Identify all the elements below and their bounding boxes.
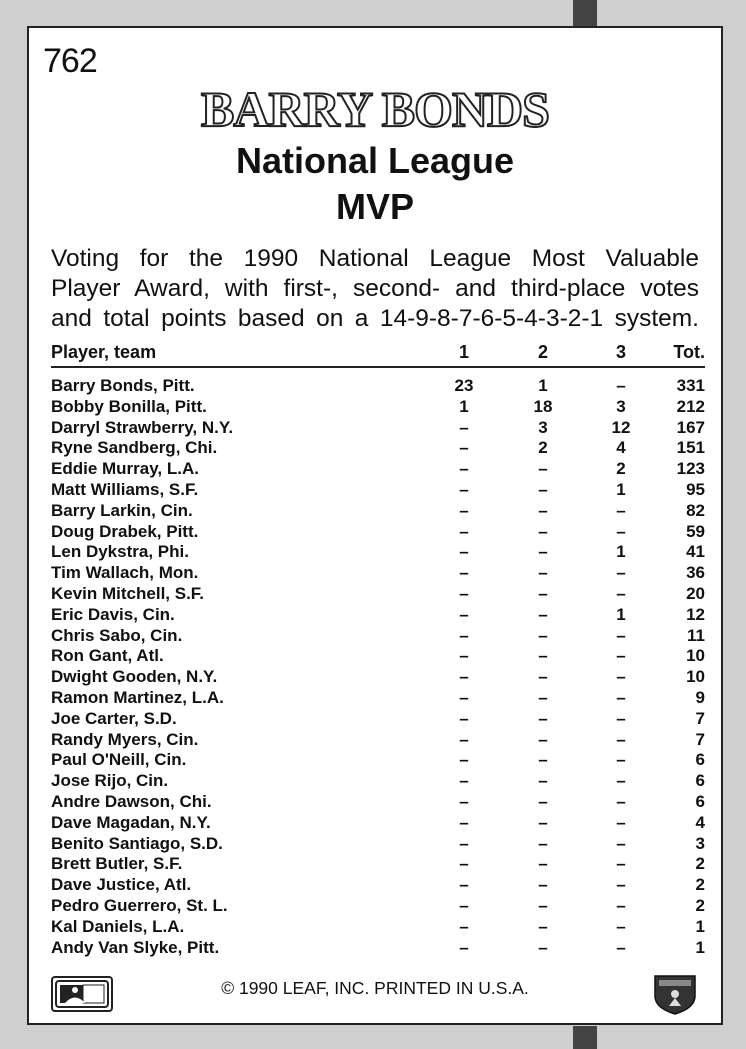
cell-second-place-votes: 18 bbox=[533, 396, 553, 416]
cell-first-place-votes: – bbox=[459, 854, 469, 874]
cell-second-place-votes: – bbox=[538, 459, 548, 479]
cell-player: Eddie Murray, L.A. bbox=[51, 459, 199, 479]
cell-first-place-votes: – bbox=[459, 833, 469, 853]
cell-first-place-votes: 1 bbox=[459, 396, 469, 416]
intro-line: and total points based on a 14-9-8-7-6-5-4-3-2-1 system. bbox=[51, 305, 699, 332]
cell-second-place-votes: – bbox=[538, 604, 548, 624]
table-row bbox=[51, 771, 705, 792]
cell-first-place-votes: – bbox=[459, 625, 469, 645]
cell-total-points: 9 bbox=[695, 687, 705, 707]
cell-player: Barry Bonds, Pitt. bbox=[51, 376, 195, 395]
cell-player: Barry Larkin, Cin. bbox=[51, 500, 193, 520]
table-row bbox=[51, 397, 705, 418]
cell-player: Doug Drabek, Pitt. bbox=[51, 521, 199, 541]
cell-first-place-votes: – bbox=[459, 667, 469, 687]
header-total: Tot. bbox=[673, 342, 705, 362]
cell-player: Dwight Gooden, N.Y. bbox=[51, 667, 218, 687]
table-row bbox=[51, 854, 705, 875]
table-row bbox=[51, 938, 705, 959]
cell-player: Andre Dawson, Chi. bbox=[51, 791, 212, 811]
cell-second-place-votes: 2 bbox=[538, 438, 548, 458]
trading-card-back bbox=[27, 26, 723, 1025]
table-row bbox=[51, 418, 705, 439]
cell-second-place-votes: – bbox=[538, 812, 548, 832]
cell-total-points: 7 bbox=[695, 729, 705, 749]
cell-player: Brett Butler, S.F. bbox=[51, 854, 183, 874]
cell-first-place-votes: – bbox=[459, 875, 469, 895]
table-row bbox=[51, 709, 705, 730]
cell-first-place-votes: – bbox=[459, 604, 469, 624]
table-row bbox=[51, 626, 705, 647]
table-row bbox=[51, 646, 705, 667]
cell-third-place-votes: – bbox=[616, 646, 626, 666]
award-title: MVP bbox=[335, 186, 414, 227]
cell-player: Len Dykstra, Phi. bbox=[51, 542, 189, 562]
cell-first-place-votes: – bbox=[459, 438, 469, 458]
cell-second-place-votes: – bbox=[538, 750, 548, 770]
cell-first-place-votes: – bbox=[459, 937, 469, 957]
cell-player: Chris Sabo, Cin. bbox=[51, 625, 183, 645]
cell-third-place-votes: – bbox=[616, 854, 626, 874]
cell-third-place-votes: – bbox=[616, 729, 626, 749]
cell-total-points: 10 bbox=[686, 667, 705, 687]
voting-table bbox=[51, 342, 705, 958]
cell-player: Benito Santiago, S.D. bbox=[51, 833, 223, 853]
table-row bbox=[51, 438, 705, 459]
cell-player: Darryl Strawberry, N.Y. bbox=[51, 417, 234, 437]
cell-total-points: 1 bbox=[695, 916, 705, 936]
cell-total-points: 331 bbox=[676, 376, 705, 395]
cell-third-place-votes: – bbox=[616, 625, 626, 645]
table-header bbox=[51, 342, 705, 368]
cell-player: Ron Gant, Atl. bbox=[51, 646, 164, 666]
cell-player: Ramon Martinez, L.A. bbox=[51, 687, 224, 707]
table-row bbox=[51, 834, 705, 855]
cell-third-place-votes: – bbox=[616, 875, 626, 895]
cell-first-place-votes: – bbox=[459, 916, 469, 936]
cell-third-place-votes: – bbox=[616, 833, 626, 853]
table-row bbox=[51, 730, 705, 751]
cell-player: Andy Van Slyke, Pitt. bbox=[51, 937, 220, 957]
header-first: 1 bbox=[458, 342, 469, 362]
cell-player: Dave Justice, Atl. bbox=[51, 875, 192, 895]
table-row bbox=[51, 584, 705, 605]
cell-total-points: 3 bbox=[695, 833, 705, 853]
cell-total-points: 1 bbox=[695, 937, 705, 957]
card-footer bbox=[29, 974, 721, 1014]
cell-third-place-votes: 12 bbox=[611, 417, 631, 437]
intro-line: Voting for the 1990 National League Most Valuable bbox=[51, 245, 699, 272]
header-third: 3 bbox=[615, 342, 626, 362]
cell-third-place-votes: – bbox=[616, 708, 626, 728]
cell-total-points: 6 bbox=[695, 791, 705, 811]
cell-total-points: 6 bbox=[695, 750, 705, 770]
table-row bbox=[51, 750, 705, 771]
cell-third-place-votes: – bbox=[616, 500, 626, 520]
cell-third-place-votes: – bbox=[616, 521, 626, 541]
cell-first-place-votes: – bbox=[459, 479, 469, 499]
cell-third-place-votes: – bbox=[616, 791, 626, 811]
cell-second-place-votes: – bbox=[538, 583, 548, 603]
intro-line: Player Award, with first-, second- and third-place votes bbox=[51, 275, 699, 302]
cell-third-place-votes: – bbox=[616, 812, 626, 832]
cell-third-place-votes: – bbox=[616, 937, 626, 957]
cell-third-place-votes: 2 bbox=[616, 459, 626, 479]
cell-total-points: 20 bbox=[686, 583, 705, 603]
cell-third-place-votes: – bbox=[616, 895, 626, 915]
cell-second-place-votes: – bbox=[538, 521, 548, 541]
cell-second-place-votes: – bbox=[538, 625, 548, 645]
cell-player: Kevin Mitchell, S.F. bbox=[51, 583, 205, 603]
cell-first-place-votes: – bbox=[459, 791, 469, 811]
cell-total-points: 2 bbox=[695, 875, 705, 895]
table-row bbox=[51, 813, 705, 834]
table-row bbox=[51, 688, 705, 709]
cell-total-points: 123 bbox=[676, 459, 705, 479]
cell-third-place-votes: – bbox=[616, 771, 626, 791]
cell-player: Eric Davis, Cin. bbox=[51, 604, 175, 624]
cell-first-place-votes: – bbox=[459, 459, 469, 479]
table-row bbox=[51, 522, 705, 543]
cell-player: Tim Wallach, Mon. bbox=[51, 563, 199, 583]
table-row bbox=[51, 459, 705, 480]
cell-total-points: 82 bbox=[686, 500, 705, 520]
top-edge-tab bbox=[573, 0, 597, 28]
cell-second-place-votes: – bbox=[538, 479, 548, 499]
cell-first-place-votes: – bbox=[459, 563, 469, 583]
table-row bbox=[51, 501, 705, 522]
intro-paragraph bbox=[51, 244, 699, 334]
cell-total-points: 11 bbox=[687, 625, 705, 645]
cell-second-place-votes: 3 bbox=[538, 417, 548, 437]
table-row bbox=[51, 480, 705, 501]
bottom-edge-tab bbox=[573, 1026, 597, 1049]
cell-first-place-votes: – bbox=[459, 729, 469, 749]
cell-total-points: 10 bbox=[686, 646, 705, 666]
table-row bbox=[51, 792, 705, 813]
cell-third-place-votes: 3 bbox=[616, 396, 626, 416]
cell-third-place-votes: – bbox=[616, 667, 626, 687]
cell-third-place-votes: 1 bbox=[616, 542, 626, 562]
cell-second-place-votes: – bbox=[538, 833, 548, 853]
cell-third-place-votes: 1 bbox=[616, 479, 626, 499]
cell-second-place-votes: – bbox=[538, 687, 548, 707]
cell-second-place-votes: – bbox=[538, 937, 548, 957]
cell-player: Randy Myers, Cin. bbox=[51, 729, 199, 749]
cell-first-place-votes: – bbox=[459, 812, 469, 832]
cell-total-points: 59 bbox=[686, 521, 705, 541]
cell-third-place-votes: – bbox=[616, 750, 626, 770]
cell-player: Dave Magadan, N.Y. bbox=[51, 812, 211, 832]
cell-second-place-votes: – bbox=[538, 563, 548, 583]
player-name-title: BARRY BONDS bbox=[201, 81, 549, 137]
header-player: Player, team bbox=[51, 342, 157, 362]
cell-second-place-votes: – bbox=[538, 916, 548, 936]
cell-first-place-votes: – bbox=[459, 521, 469, 541]
table-row bbox=[51, 542, 705, 563]
cell-total-points: 41 bbox=[686, 542, 705, 562]
cell-total-points: 7 bbox=[695, 708, 705, 728]
cell-third-place-votes: – bbox=[616, 687, 626, 707]
cell-second-place-votes: – bbox=[538, 895, 548, 915]
cell-first-place-votes: – bbox=[459, 750, 469, 770]
cell-second-place-votes: – bbox=[538, 854, 548, 874]
cell-first-place-votes: – bbox=[459, 583, 469, 603]
cell-third-place-votes: 1 bbox=[616, 604, 626, 624]
cell-second-place-votes: – bbox=[538, 646, 548, 666]
cell-total-points: 36 bbox=[686, 563, 705, 583]
cell-total-points: 2 bbox=[695, 895, 705, 915]
cell-total-points: 4 bbox=[695, 812, 705, 832]
league-title: National League bbox=[235, 140, 515, 181]
table-row bbox=[51, 376, 705, 397]
cell-second-place-votes: 1 bbox=[538, 376, 548, 395]
cell-player: Jose Rijo, Cin. bbox=[51, 771, 169, 791]
cell-first-place-votes: – bbox=[459, 646, 469, 666]
cell-total-points: 12 bbox=[686, 604, 705, 624]
table-body bbox=[51, 368, 705, 958]
copyright-text: © 1990 LEAF, INC. PRINTED IN U.S.A. bbox=[221, 978, 529, 998]
cell-total-points: 151 bbox=[676, 438, 705, 458]
players-association-logo-icon bbox=[651, 972, 699, 1016]
cell-second-place-votes: – bbox=[538, 708, 548, 728]
cell-player: Bobby Bonilla, Pitt. bbox=[51, 396, 207, 416]
cell-first-place-votes: 23 bbox=[454, 376, 474, 395]
cell-total-points: 95 bbox=[686, 479, 705, 499]
cell-first-place-votes: – bbox=[459, 771, 469, 791]
cell-second-place-votes: – bbox=[538, 791, 548, 811]
cell-first-place-votes: – bbox=[459, 500, 469, 520]
cell-second-place-votes: – bbox=[538, 875, 548, 895]
cell-total-points: 167 bbox=[676, 417, 705, 437]
table-row bbox=[51, 605, 705, 626]
header-second: 2 bbox=[537, 342, 548, 362]
cell-third-place-votes: 4 bbox=[616, 438, 626, 458]
card-number: 762 bbox=[43, 42, 97, 80]
cell-second-place-votes: – bbox=[538, 500, 548, 520]
table-row bbox=[51, 875, 705, 896]
table-row bbox=[51, 917, 705, 938]
cell-player: Pedro Guerrero, St. L. bbox=[51, 895, 228, 915]
cell-first-place-votes: – bbox=[459, 417, 469, 437]
table-row bbox=[51, 563, 705, 584]
cell-player: Kal Daniels, L.A. bbox=[51, 916, 185, 936]
cell-third-place-votes: – bbox=[616, 583, 626, 603]
cell-second-place-votes: – bbox=[538, 729, 548, 749]
cell-first-place-votes: – bbox=[459, 687, 469, 707]
cell-total-points: 6 bbox=[695, 771, 705, 791]
cell-player: Paul O'Neill, Cin. bbox=[51, 750, 187, 770]
cell-first-place-votes: – bbox=[459, 542, 469, 562]
cell-second-place-votes: – bbox=[538, 542, 548, 562]
cell-third-place-votes: – bbox=[616, 563, 626, 583]
cell-total-points: 212 bbox=[676, 396, 705, 416]
table-row bbox=[51, 896, 705, 917]
cell-third-place-votes: – bbox=[616, 916, 626, 936]
cell-second-place-votes: – bbox=[538, 667, 548, 687]
cell-total-points: 2 bbox=[695, 854, 705, 874]
cell-first-place-votes: – bbox=[459, 708, 469, 728]
cell-third-place-votes: – bbox=[616, 376, 626, 395]
cell-second-place-votes: – bbox=[538, 771, 548, 791]
cell-first-place-votes: – bbox=[459, 895, 469, 915]
table-row bbox=[51, 667, 705, 688]
cell-player: Ryne Sandberg, Chi. bbox=[51, 438, 218, 458]
cell-player: Matt Williams, S.F. bbox=[51, 479, 199, 499]
cell-player: Joe Carter, S.D. bbox=[51, 708, 177, 728]
